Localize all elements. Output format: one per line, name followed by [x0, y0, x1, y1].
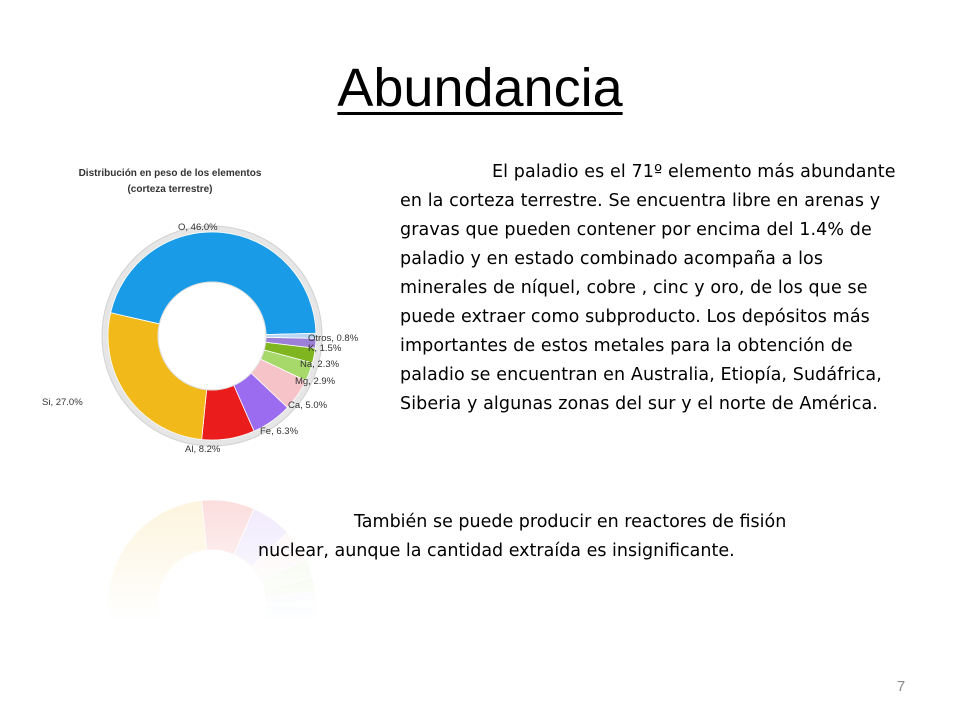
slide-title: Abundancia — [337, 58, 623, 118]
slice-label-si: Si, 27.0% — [42, 397, 83, 408]
slice-label-al: Al, 8.2% — [185, 444, 221, 455]
slice-label-na: Na, 2.3% — [300, 359, 340, 370]
slice-label-otros: Otros, 0.8% — [308, 333, 359, 344]
slice-label-o: O, 46.0% — [178, 222, 218, 233]
donut-chart-svg — [20, 150, 390, 470]
element-distribution-chart — [20, 150, 390, 470]
slice-label-ca: Ca, 5.0% — [288, 400, 328, 411]
paragraph-abundance: El paladio es el 71º elemento más abundante en la corteza terrestre. Se encuentra libre en arenas y gravas que pueden contener por encima del 1.4% de paladio y en estado combinado acompaña a los minerales de níquel, cobre , cinc y oro, de los que se puede extraer como subproducto. Los depósitos más importantes de estos metales para la obtención de paladio se encuentran en Australia, Etiopía, Sudáfrica, Siberia y algunas zonas del sur y el norte de América. — [400, 162, 896, 414]
page-number: 7 — [896, 678, 906, 695]
slice-label-fe: Fe, 6.3% — [260, 426, 299, 437]
paragraph-nuclear: También se puede producir en reactores de fisión nuclear, aunque la cantidad extraída es insignificante. — [258, 512, 787, 561]
chart-center-hole — [158, 282, 266, 390]
chart-title: Distribución en peso de los elementos — [78, 168, 262, 179]
slice-label-k: K, 1.5% — [308, 343, 342, 354]
chart-subtitle: (corteza terrestre) — [127, 184, 213, 195]
slice-label-mg: Mg, 2.9% — [295, 376, 336, 387]
